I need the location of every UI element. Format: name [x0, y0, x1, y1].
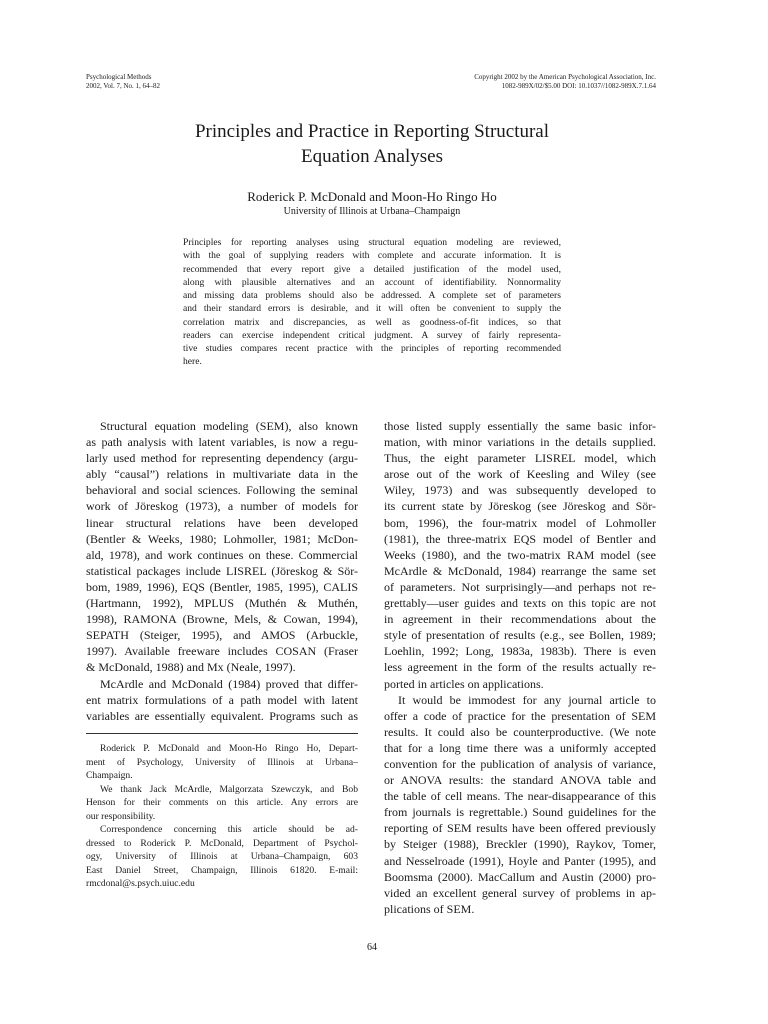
- body-line: 1998), RAMONA (Browne, Mels, & Cowan, 1994),: [86, 612, 358, 627]
- body-line: of parameters. Not surprisingly—and perhaps not re-: [384, 579, 656, 594]
- body-line: in agreement in their recommendations about the: [384, 612, 656, 627]
- body-line: vided an excellent general survey of problems in ap-: [384, 885, 656, 900]
- body-line: offer a code of practice for the presentation of SEM: [384, 708, 656, 723]
- page-number: 64: [367, 942, 377, 953]
- body-line: ported in articles on applications.: [384, 676, 544, 691]
- footnote-line: Roderick P. McDonald and Moon-Ho Ringo Ho, Depart-: [100, 743, 358, 754]
- body-line: statistical packages include LISREL (Jöreskog & Sör-: [86, 563, 358, 578]
- running-head-left: [86, 73, 286, 91]
- footnote-author-affiliation: [86, 742, 358, 783]
- body-line: arose out of the work of Keesling and Wiley (see: [384, 467, 656, 482]
- body-line: McArdle and McDonald (1984) proved that differ-: [100, 676, 358, 691]
- copyright-line: Copyright 2002 by the American Psychological Association, Inc.: [474, 73, 656, 81]
- body-line: ent matrix formulations of a path model with latent: [86, 692, 358, 707]
- footnote-correspondence: [86, 823, 358, 891]
- body-column-left: [86, 418, 358, 724]
- footnote-line: ment of Psychology, University of Illinois at Urbana–: [86, 756, 358, 768]
- footnote-email: rmcdonal@s.psych.uiuc.edu: [86, 878, 195, 889]
- body-line: and Nesselroade (1991), Hoyle and Panter (1995), and: [384, 853, 656, 868]
- abstract-line: tive studies compares recent practice with the principles of reporting recommended: [183, 343, 561, 354]
- body-line: ald, 1978), and work continues on these. Commercial: [86, 547, 358, 562]
- footnote-line: our responsibility.: [86, 810, 156, 822]
- abstract-line: Principles for reporting analyses using structural equation modeling are reviewed,: [183, 237, 561, 248]
- footnote-line: dressed to Roderick P. McDonald, Department of Psychol-: [86, 837, 358, 849]
- title-line: Equation Analyses: [301, 146, 443, 167]
- body-line: linear structural relations have been developed: [86, 515, 358, 530]
- body-line: from journals is regrettable.) Sound guidelines for the: [384, 805, 656, 820]
- footnote-line: Henson for their comments on this article. Any errors are: [86, 797, 358, 808]
- footnote-line: East Daniel Street, Champaign, Illinois 61820. E-mail:: [86, 864, 358, 876]
- body-line: mation, with minor variations in the details supplied.: [384, 435, 656, 450]
- body-line: (Bentler & Weeks, 1980; Lohmoller, 1981; McDon-: [86, 531, 358, 546]
- article-title: [0, 119, 744, 169]
- body-line: McArdle & McDonald, 1984) rearrange the same set: [384, 563, 656, 578]
- body-line: bom, 1989, 1996), EQS (Bentler, 1985, 1995), CALIS: [86, 579, 358, 594]
- abstract-line: and missing data problems should also be addressed. A complete set of parameters: [183, 290, 561, 301]
- footnote-divider: [86, 733, 358, 734]
- body-line: Structural equation modeling (SEM), also known: [100, 419, 358, 433]
- body-line: plications of SEM.: [384, 901, 475, 916]
- body-line: & McDonald, 1988) and Mx (Neale, 1997).: [86, 660, 296, 675]
- body-line: the table of cell means. The near-disappearance of this: [384, 789, 656, 804]
- abstract-line: recommended that every report give a detailed justification of the model used,: [183, 263, 561, 275]
- body-line: convention for the publication of analysis of variance,: [384, 756, 656, 771]
- body-line: Boomsma (2000). MacCallum and Austin (2000) pro-: [384, 869, 656, 884]
- body-line: Weeks (1980), and the two-matrix RAM model (see: [384, 547, 656, 562]
- abstract-line: with the goal of supplying readers with complete and accurate information. It is: [183, 250, 561, 262]
- running-head-right: [296, 73, 656, 91]
- title-line: Principles and Practice in Reporting Structural: [194, 121, 550, 142]
- body-line: 1997). Available freeware includes COSAN (Fraser: [86, 644, 358, 659]
- body-line: or ANOVA results: the standard ANOVA table and: [384, 773, 656, 788]
- body-line: that for a long time there was a uniformly accepted: [384, 740, 656, 755]
- body-line: work of Jöreskog (1973), a number of models for: [86, 499, 358, 514]
- footnotes: [86, 742, 358, 891]
- doi-line: 1082-989X/02/$5.00 DOI: 10.1037//1082-989X.7.1.64: [501, 82, 656, 90]
- abstract-line: correlation matrix and discrepancies, as well as goodness-of-fit indices, so that: [183, 316, 561, 328]
- body-line: ably “causal”) relations in multivariate data in the: [86, 467, 358, 482]
- body-line: behavioral and social sciences. Following the seminal: [86, 483, 358, 498]
- body-line: It would be immodest for any journal article to: [398, 692, 656, 707]
- footnote-acknowledgments: [86, 783, 358, 824]
- body-line: less agreement in the form of the results actually re-: [384, 660, 656, 675]
- body-line: Loehlin, 1992; Long, 1983a, 1983b). There is even: [384, 644, 656, 659]
- footnote-line: We thank Jack McArdle, Malgorzata Szewczyk, and Bob: [100, 783, 358, 795]
- body-line: Thus, the eight parameter LISREL model, which: [384, 451, 656, 466]
- body-line: larly used method for representing dependency (argu-: [86, 451, 358, 466]
- body-line: (1981), the three-matrix EQS model of Bentler and: [384, 531, 656, 546]
- body-line: as path analysis with latent variables, is now a regu-: [86, 435, 358, 450]
- footnote-line: Correspondence concerning this article should be ad-: [100, 824, 358, 835]
- body-line: SEPATH (Steiger, 1995), and AMOS (Arbuckle,: [86, 628, 358, 643]
- body-line: style of presentation of results (e.g., see Bollen, 1989;: [384, 628, 656, 643]
- footnote-line: ogy, University of Illinois at Urbana–Champaign, 603: [86, 851, 358, 862]
- body-line: Wiley, 1973) and was subsequently developed to: [384, 483, 656, 498]
- footnote-line: Champaign.: [86, 770, 133, 781]
- body-line: grettably—user guides and texts on this topic are not: [384, 596, 656, 611]
- article-authors: Roderick P. McDonald and Moon-Ho Ringo Ho: [247, 189, 497, 204]
- abstract-line: readers can exercise independent critical judgment. A survey of fairly representa-: [183, 329, 561, 341]
- body-line: those listed supply essentially the same basic infor-: [384, 419, 656, 433]
- body-line: its current state by Jöreskog (see Jöreskog and Sör-: [384, 499, 656, 514]
- abstract: [183, 236, 561, 369]
- journal-issue: 2002, Vol. 7, No. 1, 64–82: [86, 82, 161, 90]
- journal-name: Psychological Methods: [86, 73, 152, 81]
- body-line: bom, 1996), the four-matrix model of Lohmoller: [384, 515, 656, 530]
- body-line: (Hartmann, 1992), MPLUS (Muthén & Muthén,: [86, 596, 358, 611]
- body-line: results. It could also be counterproductive. (We note: [384, 724, 656, 739]
- body-line: by Steiger (1988), Breckler (1990), Raykov, Tomer,: [384, 837, 656, 852]
- body-line: reporting of SEM results have been offered previously: [384, 821, 656, 836]
- abstract-line: along with plausible alternatives and an account of identifiability. Nonnormality: [183, 276, 561, 288]
- body-column-right: [384, 418, 656, 917]
- abstract-line: here.: [183, 356, 202, 368]
- author-affiliation: University of Illinois at Urbana–Champaign: [283, 206, 461, 217]
- body-line: variables are essentially equivalent. Programs such as: [86, 708, 358, 723]
- abstract-line: and their standard errors is desirable, and it will often be convenient to supply the: [183, 303, 561, 315]
